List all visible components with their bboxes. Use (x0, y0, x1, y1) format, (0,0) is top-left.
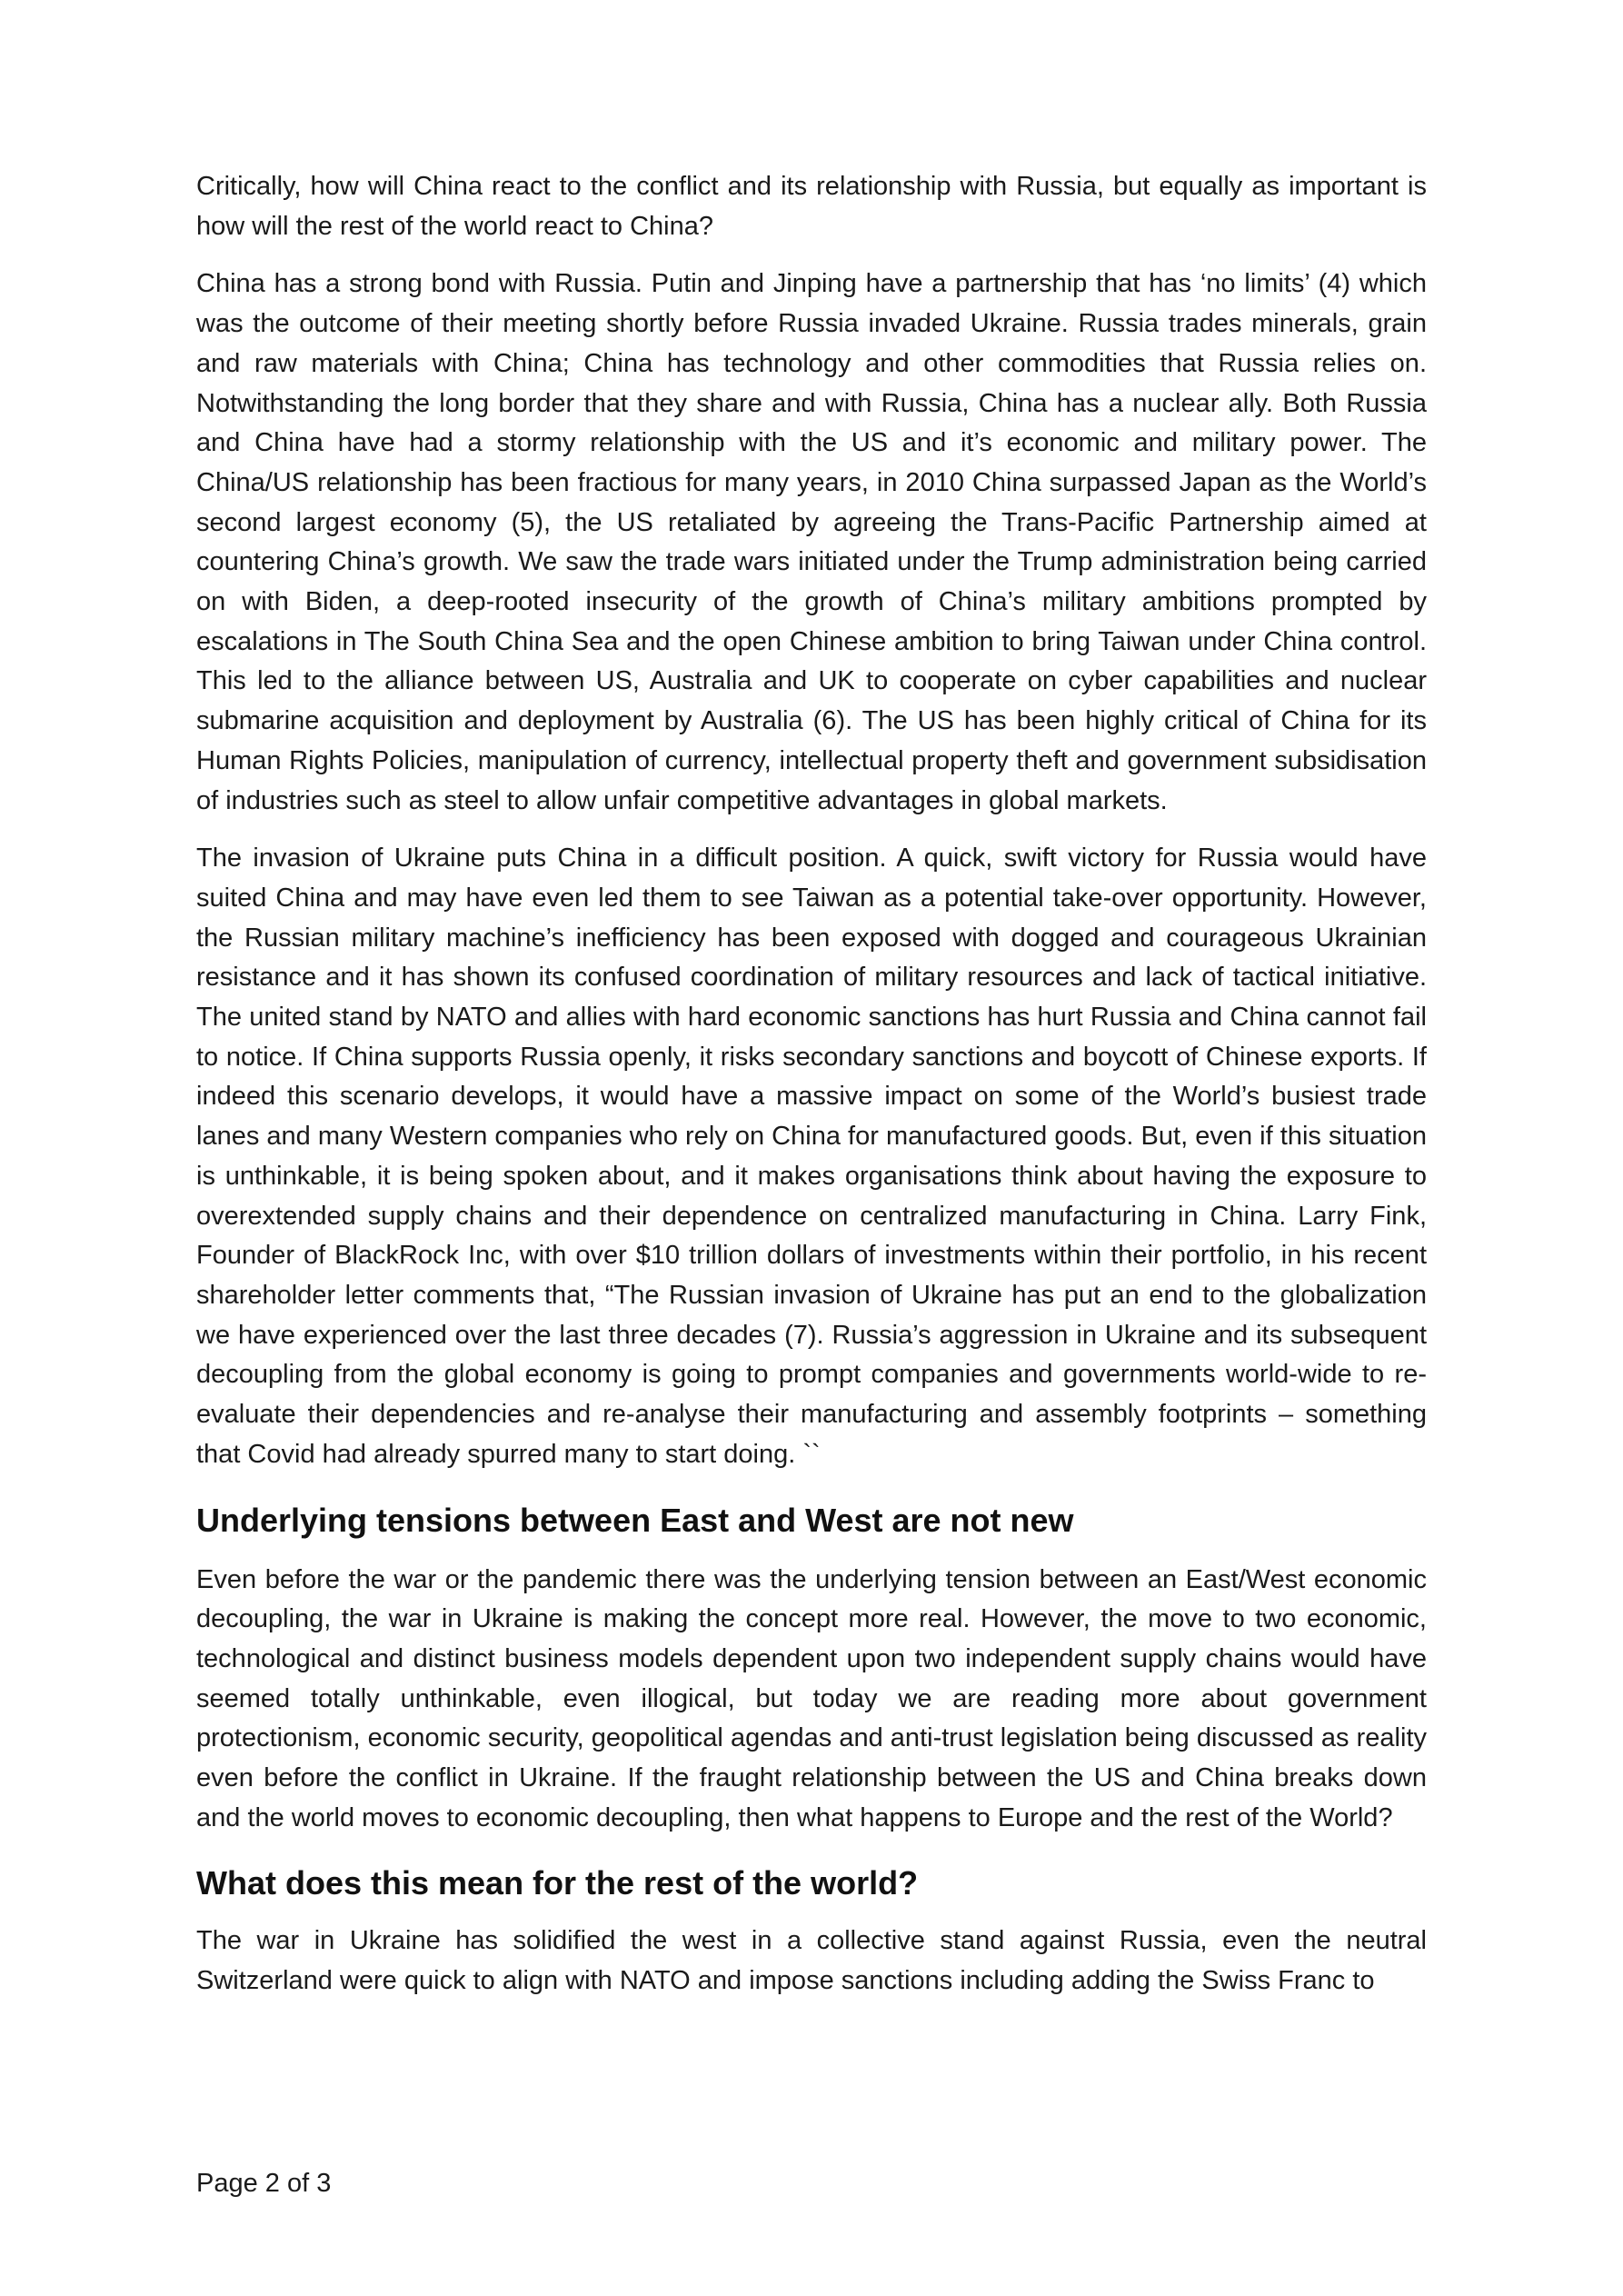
paragraph-invasion-of-ukraine: The invasion of Ukraine puts China in a difficult position. A quick, swift victory for Russia would have suited China and may have even led them to see Taiwan as a potential take-over opportunity. However, the Russian military machine’s inefficiency has been exposed with dogged and courageous Ukrainian resistance and it has shown its confused coordination of military resources and lack of tactical initiative. The united stand by NATO and allies with hard economic sanctions has hurt Russia and China cannot fail to notice. If China supports Russia openly, it risks secondary sanctions and boycott of Chinese exports. If indeed this scenario develops, it would have a massive impact on some of the World’s busiest trade lanes and many Western companies who rely on China for manufactured goods. But, even if this situation is unthinkable, it is being spoken about, and it makes organisations think about having the exposure to overextended supply chains and their dependence on centralized manufacturing in China. Larry Fink, Founder of BlackRock Inc, with over $10 trillion dollars of investments within their portfolio, in his recent shareholder letter comments that, “The Russian invasion of Ukraine has put an end to the globalization we have experienced over the last three decades (7). Russia’s aggression in Ukraine and its subsequent decoupling from the global economy is going to prompt companies and governments world-wide to re-evaluate their dependencies and re-analyse their manufacturing and assembly footprints – something that Covid had already spurred many to start doing. `` (196, 844, 1427, 1469)
section-heading-rest-of-world: What does this mean for the rest of the world? (196, 1864, 919, 1902)
section-heading-underlying-tensions: Underlying tensions between East and West are not new (196, 1501, 1074, 1539)
page-number-footer: Page 2 of 3 (196, 2169, 332, 2198)
paragraph-east-west-decoupling: Even before the war or the pandemic there was the underlying tension between an East/West economic decoupling, the war in Ukraine is making the concept more real. However, the move to two economic, technological and distinct business models dependent upon two independent supply chains would have seemed totally unthinkable, even illogical, but today we are reading more about government protectionism, economic security, geopolitical agendas and anti-trust legislation being discussed as reality even before the conflict in Ukraine. If the fraught relationship between the US and China breaks down and the world moves to economic decoupling, then what happens to Europe and the rest of the World? (196, 1564, 1427, 1832)
paragraph-west-collective-stand: The war in Ukraine has solidified the west in a collective stand against Russia, even the neutral Switzerland were quick to align with NATO and impose sanctions including adding the Swiss Franc to (196, 1926, 1427, 1996)
document-page (196, 167, 1427, 2002)
paragraph-china-russia-bond: China has a strong bond with Russia. Putin and Jinping have a partnership that has ‘no limits’ (4) which was the outcome of their meeting shortly before Russia invaded Ukraine. Russia trades minerals, grain and raw materials with China; China has technology and other commodities that Russia relies on. Notwithstanding the long border that they share and with Russia, China has a nuclear ally. Both Russia and China have had a stormy relationship with the US and it’s economic and military power. The China/US relationship has been fractious for many years, in 2010 China surpassed Japan as the World’s second largest economy (5), the US retaliated by agreeing the Trans-Pacific Partnership aimed at countering China’s growth. We saw the trade wars initiated under the Trump administration being carried on with Biden, a deep-rooted insecurity of the growth of China’s military ambitions prompted by escalations in The South China Sea and the open Chinese ambition to bring Taiwan under China control. This led to the alliance between US, Australia and UK to cooperate on cyber capabilities and nuclear submarine acquisition and deployment by Australia (6). The US has been highly critical of China for its Human Rights Policies, manipulation of currency, intellectual property theft and government subsidisation of industries such as steel to allow unfair competitive advantages in global markets. (196, 269, 1427, 815)
paragraph-china-reaction: Critically, how will China react to the conflict and its relationship with Russia, but equally as important is how will the rest of the world react to China? (196, 172, 1427, 241)
